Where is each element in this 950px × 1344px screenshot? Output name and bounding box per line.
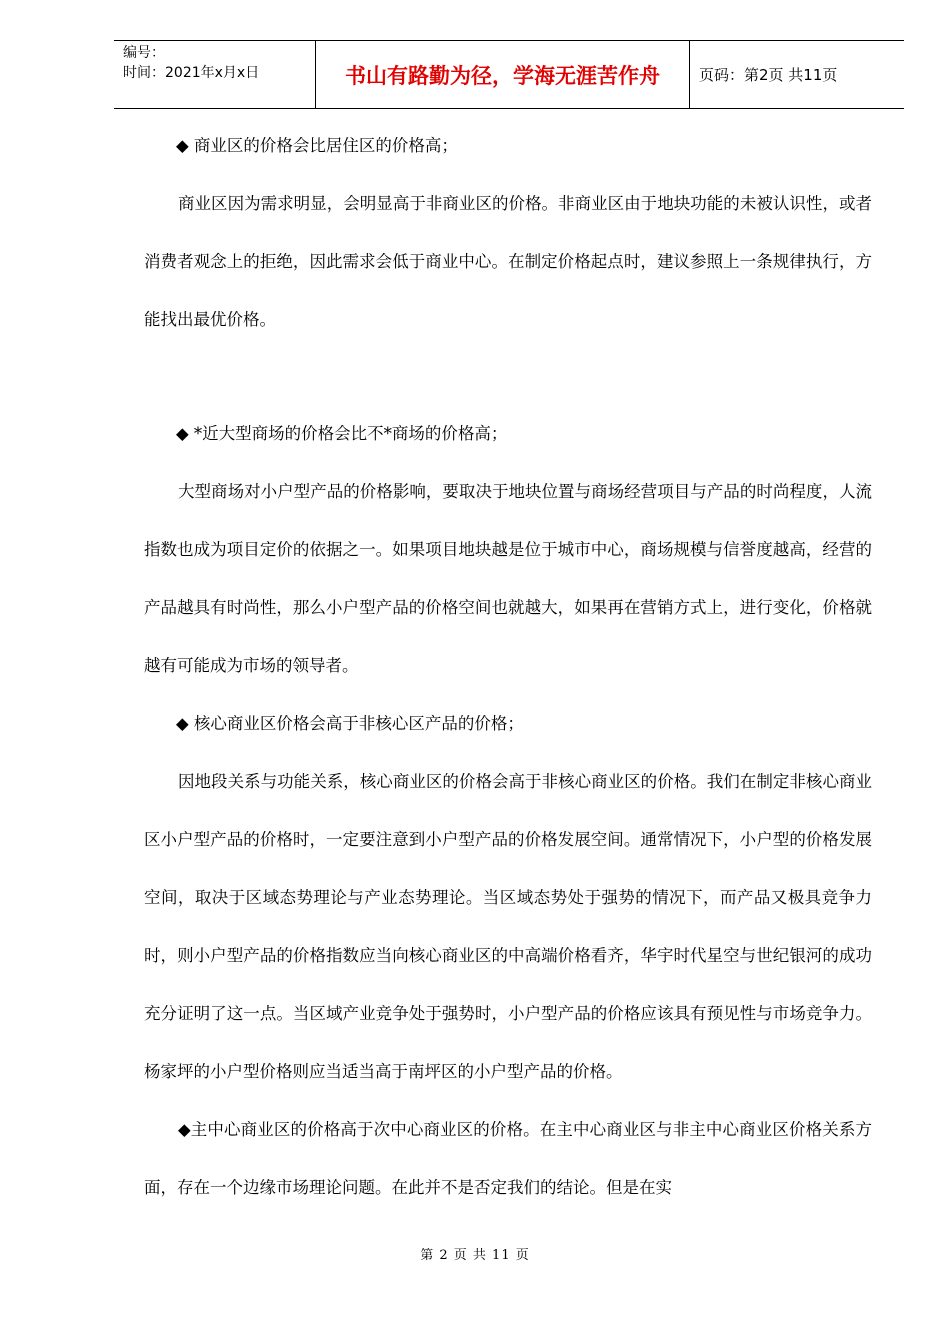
document-body [144,117,872,1217]
paragraph: ◆主中心商业区的价格高于次中心商业区的价格。在主中心商业区与非主中心商业区价格关系方面，存在一个边缘市场理论问题。在此并不是否定我们的结论。但是在实 [144,1120,872,1197]
paragraph: 商业区因为需求明显，会明显高于非商业区的价格。非商业区由于地块功能的未被认识性，或者消费者观念上的拒绝，因此需求会低于商业中心。在制定价格起点时，建议参照上一条规律执行，方能找出最优价格。 [144,194,872,329]
bullet-heading: ◆ *近大型商场的价格会比不*商场的价格高； [176,424,508,443]
header-motto: 书山有路勤为径，学海无涯苦作舟 [316,41,690,108]
bullet-heading: ◆ 商业区的价格会比居住区的价格高； [176,136,458,155]
id-label: 编号： [123,45,165,61]
paragraph: 因地段关系与功能关系，核心商业区的价格会高于非核心商业区的价格。我们在制定非核心商业区小户型产品的价格时，一定要注意到小户型产品的价格发展空间。通常情况下，小户型的价格发展空间，取决于区域态势理论与产业态势理论。当区域态势处于强势的情况下，而产品又极具竞争力时，则小户型产品的价格指数应当向核心商业区的中高端价格看齐，华宇时代星空与世纪银河的成功充分证明了这一点。当区域产业竞争处于强势时，小户型产品的价格应该具有预见性与市场竞争力。杨家坪的小户型价格则应当适当高于南坪区的小户型产品的价格。 [144,772,872,1081]
page-footer: 第 2 页 共 11 页 [420,1248,530,1263]
time-label: 时间：2021年x月x日 [123,65,260,81]
header-meta [114,41,316,108]
paragraph: 大型商场对小户型产品的价格影响，要取决于地块位置与商场经营项目与产品的时尚程度，人流指数也成为项目定价的依据之一。如果项目地块越是位于城市中心，商场规模与信誉度越高，经营的产品越具有时尚性，那么小户型产品的价格空间也就越大，如果再在营销方式上，进行变化，价格就越有可能成为市场的领导者。 [144,482,872,675]
document-header [114,40,904,109]
header-page-code: 页码：第2页 共11页 [699,66,838,84]
bullet-heading: ◆ 核心商业区价格会高于非核心区产品的价格； [176,714,524,733]
